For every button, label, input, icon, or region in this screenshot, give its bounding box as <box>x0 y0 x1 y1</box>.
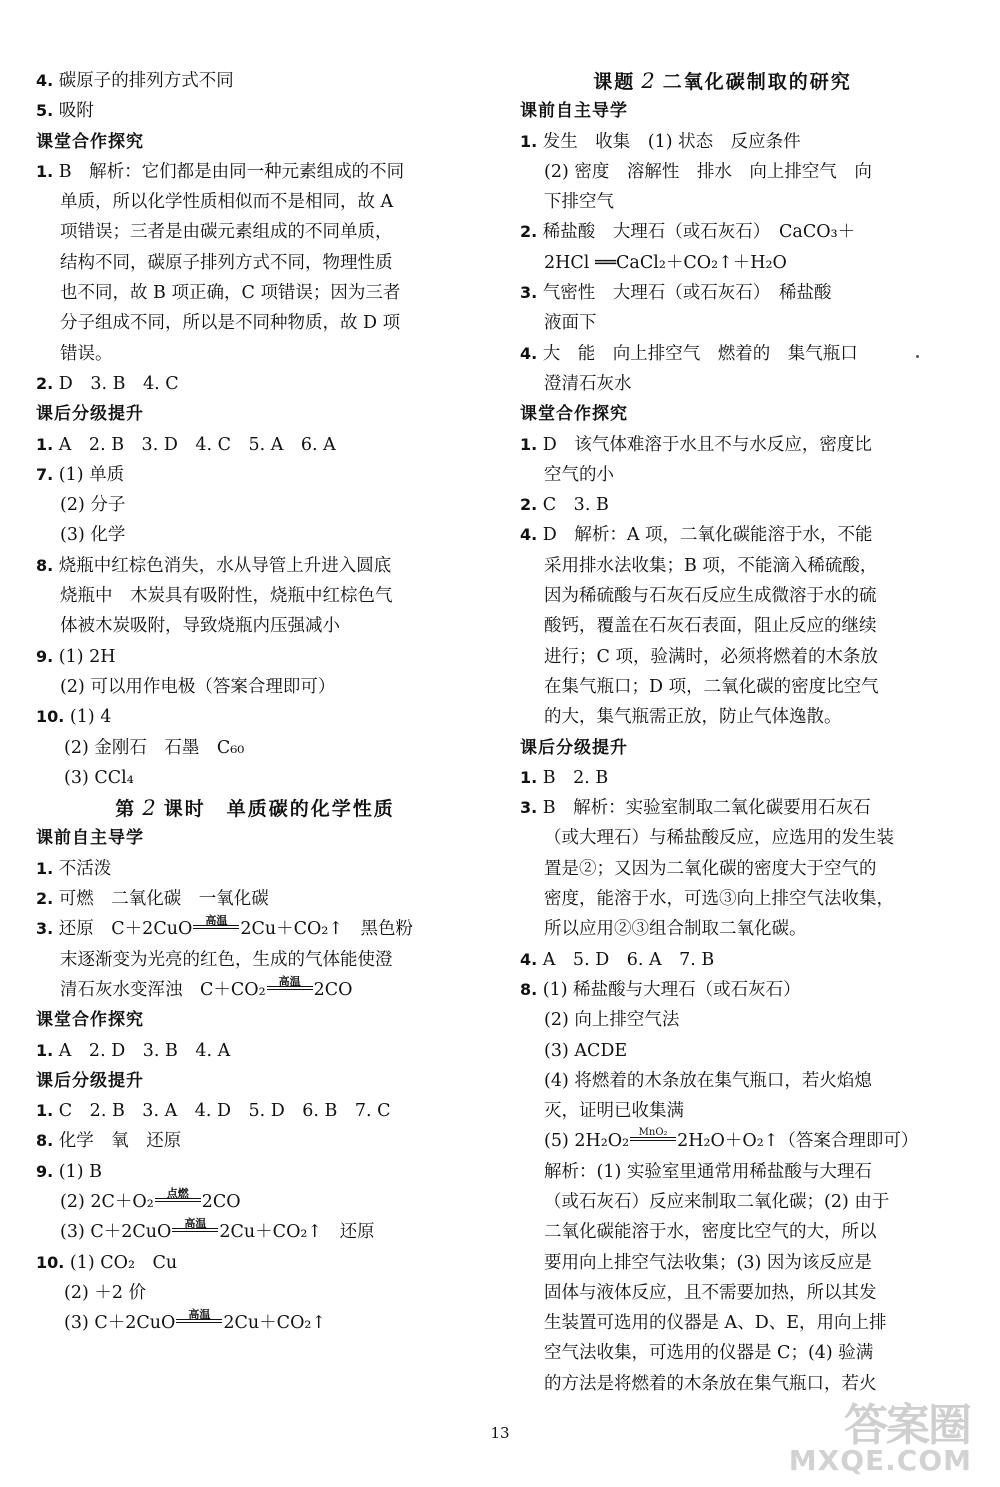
answer-line <box>36 672 474 702</box>
answer-text: (2) 分子 <box>60 495 126 516</box>
reaction-arrow <box>193 914 239 934</box>
answer-line <box>520 127 925 157</box>
answer-text: 烧瓶中红棕色消失，水从导管上升进入圆底 <box>58 555 392 576</box>
item-number: 1. <box>36 161 54 181</box>
answer-text: 空气法收集，可选用的仪器是 C；(4) 验满 <box>544 1343 874 1364</box>
section-heading: 课后分级提升 <box>36 1070 144 1091</box>
answer-line <box>520 551 925 581</box>
answer-text: 生装置可选用的仪器是 A、D、E，用向上排 <box>544 1313 887 1334</box>
title-number: 2 <box>641 69 657 93</box>
answer-text: (3) 化学 <box>60 525 126 546</box>
item-number: 1. <box>36 1101 54 1121</box>
answer-text: 的方法是将燃着的木条放在集气瓶口，若火 <box>544 1373 877 1394</box>
section-title <box>520 66 925 96</box>
reaction-arrow <box>176 1308 222 1328</box>
reaction-arrow <box>267 974 313 995</box>
answer-text: (3) CCl₄ <box>64 767 134 788</box>
item-number: 1. <box>520 434 538 454</box>
answer-line <box>520 217 925 247</box>
answer-text: 错误。 <box>60 343 113 364</box>
section-heading: 课后分级提升 <box>520 737 628 758</box>
answer-line <box>36 369 474 399</box>
answer-text: 吸附 <box>58 101 94 122</box>
answer-text: 发生 收集 (1) 状态 反应条件 <box>542 131 801 152</box>
answer-text: (2) ＋2 价 <box>64 1282 147 1303</box>
answer-line <box>36 490 474 520</box>
equation-product: 2Cu＋CO₂↑ 黑色粉 <box>240 919 414 940</box>
answer-line <box>36 217 474 247</box>
equation-product: 2CO <box>201 1191 241 1212</box>
answer-text: 单质，所以化学性质相似而不是相同，故 A <box>60 192 394 213</box>
reaction-condition: 高温 <box>184 1217 207 1231</box>
answer-text: (4) 将燃着的木条放在集气瓶口，若火焰熄 <box>544 1070 872 1091</box>
answer-line <box>36 884 474 914</box>
answer-line <box>520 823 925 853</box>
answer-line <box>36 854 474 884</box>
item-number: 8. <box>520 979 538 999</box>
answer-text: 灭，证明已收集满 <box>544 1101 684 1122</box>
title-text: 二氧化碳制取的研究 <box>662 71 852 93</box>
answer-line <box>36 1157 474 1187</box>
answer-line <box>520 1005 925 1035</box>
item-number: 2. <box>520 495 538 515</box>
item-number: 10. <box>36 707 65 727</box>
item-number: 8. <box>36 555 54 575</box>
reaction-arrow <box>630 1127 676 1146</box>
item-number: 1. <box>36 1040 54 1060</box>
answer-line <box>520 1217 925 1247</box>
answer-line <box>520 914 925 944</box>
item-number: 1. <box>520 131 538 151</box>
answer-text: 澄清石灰水 <box>544 373 632 394</box>
answer-text: A 5. D 6. A 7. B <box>542 949 715 970</box>
answer-text: 烧瓶中 木炭具有吸附性，烧瓶中红棕色气 <box>60 586 393 607</box>
item-number: 4. <box>520 525 538 545</box>
reaction-condition: 高温 <box>188 1308 211 1322</box>
item-number: 4. <box>520 343 538 363</box>
answer-text: (1) 单质 <box>58 464 125 485</box>
answer-line <box>520 854 925 884</box>
item-number: 9. <box>36 1161 54 1181</box>
answer-line <box>36 66 474 96</box>
answer-text: 的大，集气瓶需正放，防止气体逸散。 <box>544 707 842 728</box>
item-number: 3. <box>520 283 538 303</box>
answer-line <box>36 1187 474 1217</box>
answer-line <box>36 551 474 581</box>
answer-text: 稀盐酸 大理石（或石灰石） CaCO₃＋ <box>542 222 856 243</box>
answer-text: (3) ACDE <box>544 1040 628 1061</box>
item-number: 3. <box>36 919 54 939</box>
answer-line <box>36 702 474 732</box>
answer-text: A 2. B 3. D 4. C 5. A 6. A <box>58 434 336 455</box>
answer-text: (2) 密度 溶解性 排水 向上排空气 向 <box>544 161 872 182</box>
answer-text: 所以应用②③组合制取二氧化碳。 <box>544 919 807 940</box>
answer-text: 要用向上排空气法收集；(3) 因为该反应是 <box>544 1252 872 1273</box>
answer-text: (1) CO₂ Cu <box>69 1252 178 1273</box>
item-number: 1. <box>36 858 54 878</box>
answer-text: 二氧化碳能溶于水，密度比空气的大，所以 <box>544 1222 877 1243</box>
answer-line <box>520 1248 925 1278</box>
answer-line <box>520 642 925 672</box>
answer-line <box>520 763 925 793</box>
answer-line <box>520 490 925 520</box>
answer-line <box>36 157 474 187</box>
watermark-logo: 答案圈 <box>844 1400 970 1451</box>
answer-line <box>36 96 474 126</box>
answer-line <box>520 975 925 1005</box>
answer-text: (1) B <box>58 1161 103 1182</box>
answer-text: 在集气瓶口；D 项，二氧化碳的密度比空气 <box>544 676 879 697</box>
item-number: 8. <box>36 1131 54 1151</box>
answer-text: (3) C＋2CuO <box>60 1222 172 1243</box>
answer-line <box>36 1308 474 1338</box>
answer-text: 进行；C 项，验满时，必须将燃着的木条放 <box>544 646 878 667</box>
reaction-condition: 高温 <box>205 914 228 928</box>
section-heading: 课前自主导学 <box>520 101 628 122</box>
answer-text: (2) 2C＋O₂ <box>60 1191 154 1212</box>
section-heading: 课前自主导学 <box>36 828 144 849</box>
section-heading: 课堂合作探究 <box>36 1010 144 1031</box>
answer-text: (1) 稀盐酸与大理石（或石灰石） <box>542 979 801 1000</box>
answer-text: D 3. B 4. C <box>58 373 179 394</box>
answer-line <box>36 430 474 460</box>
item-number: 4. <box>520 949 538 969</box>
item-number: 1. <box>520 767 538 787</box>
reaction-condition: MnO₂ <box>638 1127 668 1139</box>
answer-text: 还原 C＋2CuO <box>58 919 193 940</box>
answer-line <box>36 914 474 944</box>
answer-line <box>36 248 474 278</box>
answer-line <box>36 1096 474 1126</box>
answer-line <box>520 1278 925 1308</box>
answer-text: C 3. B <box>542 495 609 516</box>
answer-text: A 2. D 3. B 4. A <box>58 1040 231 1061</box>
answer-text: 气密性 大理石（或石灰石） 稀盐酸 <box>542 283 832 304</box>
answer-line <box>520 460 925 490</box>
answer-line <box>36 1217 474 1247</box>
item-number: 4. <box>36 71 54 90</box>
answer-text: 化学 氧 还原 <box>58 1131 182 1152</box>
reaction-arrow <box>155 1186 201 1207</box>
item-number: 2. <box>36 373 54 393</box>
answer-line <box>520 1126 925 1156</box>
answer-line <box>520 672 925 702</box>
item-number: 3. <box>520 798 538 818</box>
answer-text: 置是②；又因为二氧化碳的密度大于空气的 <box>544 858 877 879</box>
answer-text: 解析：(1) 实验室里通常用稀盐酸与大理石 <box>544 1161 872 1182</box>
answer-line <box>36 278 474 308</box>
watermark <box>778 1389 978 1479</box>
item-number: 7. <box>36 464 54 484</box>
answer-text: 清石灰水变浑浊 C＋CO₂ <box>60 979 266 1000</box>
reaction-arrow <box>172 1217 218 1237</box>
answer-text: （或大理石）与稀盐酸反应，应选用的发生装 <box>544 828 894 849</box>
answer-line <box>520 520 925 550</box>
answer-line <box>36 642 474 672</box>
answer-line <box>36 581 474 611</box>
answer-text: 2HCl ══CaCl₂＋CO₂↑＋H₂O <box>544 252 787 273</box>
answer-text: 固体与液体反应，且不需要加热，所以其发 <box>544 1282 877 1303</box>
answer-line <box>36 187 474 217</box>
item-number: 1. <box>36 434 54 454</box>
answer-line <box>520 430 925 460</box>
title-prefix: 第 <box>115 798 137 821</box>
answer-text: （或石灰石）反应来制取二氧化碳；(2) 由于 <box>544 1191 890 1212</box>
answer-line <box>36 763 474 793</box>
answer-text: C 2. B 3. A 4. D 5. D 6. B 7. C <box>58 1101 391 1122</box>
answer-line <box>520 1187 925 1217</box>
answer-line <box>36 945 474 975</box>
answer-text: (2) 可以用作电极（答案合理即可） <box>60 676 336 697</box>
reaction-condition: 高温 <box>278 974 301 988</box>
answer-text: 可燃 二氧化碳 一氧化碳 <box>58 889 269 910</box>
answer-text: (1) 4 <box>69 707 112 728</box>
equation-product: 2Cu＋CO₂↑ 还原 <box>219 1222 375 1243</box>
title-text: 课时 单质碳的化学性质 <box>163 798 395 821</box>
section-heading: 课堂合作探究 <box>36 131 144 152</box>
equation-product: 2H₂O＋O₂↑（答案合理即可） <box>677 1131 919 1152</box>
answer-text: 下排空气 <box>544 192 614 213</box>
answer-line <box>520 369 925 399</box>
item-number: 5. <box>36 101 54 121</box>
answer-line <box>520 1157 925 1187</box>
answer-line <box>36 1278 474 1308</box>
answer-text: (1) 2H <box>58 646 116 667</box>
answer-text: 密度，能溶于水，可选③向上排空气法收集， <box>544 889 894 910</box>
title-number: 2 <box>142 796 158 821</box>
answer-text: B 解析：实验室制取二氧化碳要用石灰石 <box>542 798 871 819</box>
answer-line <box>520 611 925 641</box>
answer-text: 也不同，故 B 项正确，C 项错误；因为三者 <box>60 283 401 304</box>
answer-line <box>36 611 474 641</box>
answer-line <box>520 1308 925 1338</box>
answer-text: D 该气体难溶于水且不与水反应，密度比 <box>542 434 872 455</box>
answer-text: 液面下 <box>544 313 597 334</box>
answer-text: (2) 向上排空气法 <box>544 1010 680 1031</box>
answer-line <box>520 793 925 823</box>
equation-product: 2Cu＋CO₂↑ <box>223 1313 327 1334</box>
answer-text: 分子组成不同，所以是不同种物质，故 D 项 <box>60 313 401 334</box>
answer-text: 末逐渐变为光亮的红色，生成的气体能使澄 <box>60 949 393 970</box>
answer-line <box>520 339 925 369</box>
section-heading: 课堂合作探究 <box>520 404 628 425</box>
item-number: 9. <box>36 646 54 666</box>
answer-line <box>520 581 925 611</box>
answer-line <box>520 187 925 217</box>
answer-line <box>36 308 474 338</box>
answer-line <box>520 1096 925 1126</box>
answer-text: B 解析：它们都是由同一种元素组成的不同 <box>58 161 405 182</box>
answer-text: 项错误；三者是由碳元素组成的不同单质， <box>60 222 393 243</box>
section-heading: 课后分级提升 <box>36 404 144 425</box>
answer-line <box>36 460 474 490</box>
right-column <box>520 66 925 1399</box>
answer-line <box>520 248 925 278</box>
left-column <box>36 66 474 1338</box>
equation-product: 2CO <box>313 979 353 1000</box>
item-number: 2. <box>36 889 54 909</box>
answer-line <box>520 308 925 338</box>
page-number: 13 <box>490 1424 510 1442</box>
answer-text: 体被木炭吸附，导致烧瓶内压强减小 <box>60 616 340 637</box>
answer-text: 酸钙，覆盖在石灰石表面，阻止反应的继续 <box>544 616 877 637</box>
answer-line <box>520 702 925 732</box>
item-number: 10. <box>36 1252 65 1272</box>
reaction-condition: 点燃 <box>166 1186 189 1200</box>
answer-line <box>36 1248 474 1278</box>
answer-line <box>520 157 925 187</box>
answer-text: 结构不同，碳原子排列方式不同，物理性质 <box>60 252 393 273</box>
title-prefix: 课题 <box>593 71 636 93</box>
answer-text: 空气的小 <box>544 464 614 485</box>
answer-text: (2) 金刚石 石墨 C₆₀ <box>64 737 245 758</box>
answer-line <box>520 945 925 975</box>
answer-line <box>520 1036 925 1066</box>
answer-text: D 解析：A 项，二氧化碳能溶于水，不能 <box>542 525 873 546</box>
answer-text: (5) 2H₂O₂ <box>544 1131 630 1152</box>
answer-text: 不活泼 <box>58 858 112 879</box>
answer-line <box>36 975 474 1005</box>
answer-text: 碳原子的排列方式不同 <box>58 71 234 91</box>
answer-line <box>36 733 474 763</box>
answer-line <box>520 278 925 308</box>
answer-text: (3) C＋2CuO <box>64 1313 176 1334</box>
answer-line <box>36 1036 474 1066</box>
answer-line <box>36 1126 474 1156</box>
watermark-site: MXQE.COM <box>788 1444 972 1477</box>
answer-line <box>520 1338 925 1368</box>
answer-text: 采用排水法收集；B 项，不能滴入稀硫酸， <box>544 555 878 576</box>
stray-dot <box>916 355 919 358</box>
answer-text: 因为稀硫酸与石灰石反应生成微溶于水的硫 <box>544 586 877 607</box>
section-title <box>36 793 474 823</box>
answer-line <box>520 884 925 914</box>
answer-line <box>520 1066 925 1096</box>
item-number: 2. <box>520 222 538 242</box>
answer-line <box>36 520 474 550</box>
answer-text: 大 能 向上排空气 燃着的 集气瓶口 <box>542 343 858 364</box>
answer-line <box>36 339 474 369</box>
answer-text: B 2. B <box>542 767 609 788</box>
